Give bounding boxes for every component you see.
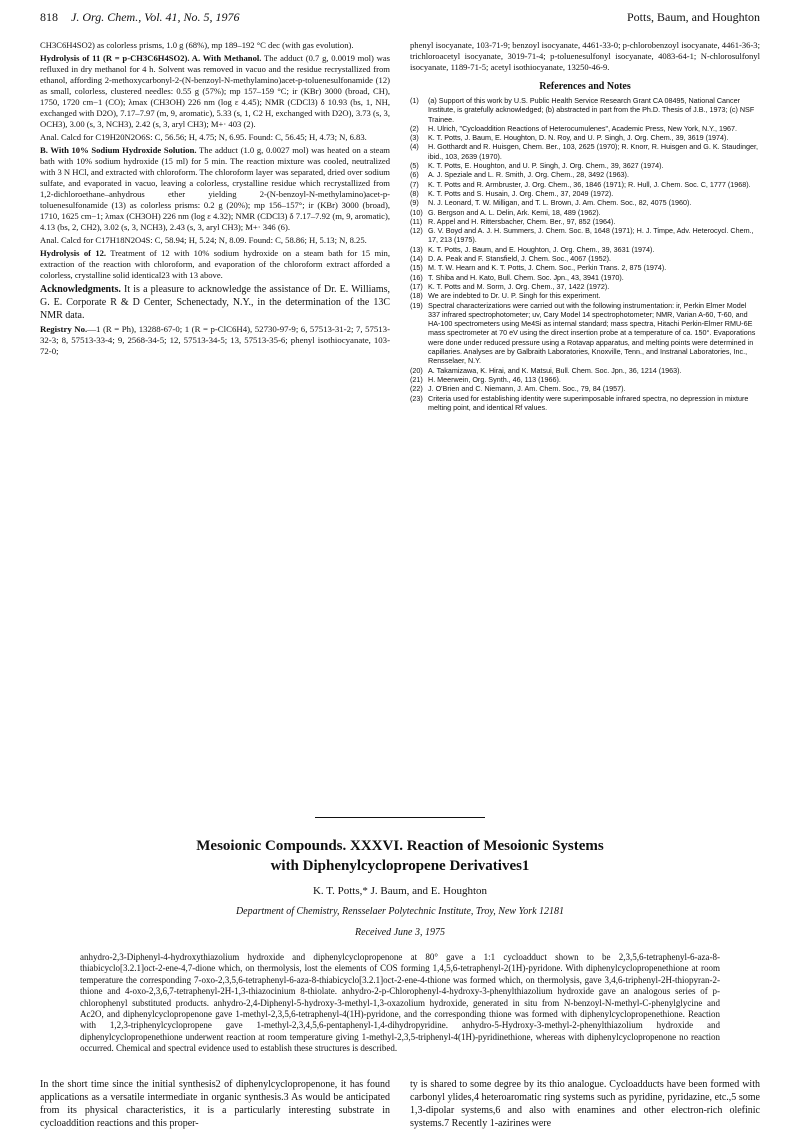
reference-number: (14) — [410, 254, 423, 264]
reference-text: D. A. Peak and F. Stansfield, J. Chem. Soc., 4067 (1952). — [428, 254, 611, 264]
reference-item — [410, 198, 760, 207]
reference-number: (22) — [410, 384, 423, 394]
reference-number: (6) — [410, 170, 419, 180]
reference-text: A. Takamizawa, K. Hirai, and K. Matsui, Bull. Chem. Soc. Jpn., 36, 1214 (1963). — [428, 365, 682, 375]
reference-text: K. T. Potts, J. Baum, and E. Houghton, J. Org. Chem., 39, 3631 (1974). — [428, 244, 655, 254]
reference-number: (2) — [410, 123, 419, 133]
reference-number: (20) — [410, 365, 423, 375]
reference-item — [410, 375, 760, 384]
reference-item — [410, 208, 760, 217]
reference-text: K. T. Potts and S. Husain, J. Org. Chem., 37, 2049 (1972). — [428, 188, 614, 198]
reference-text: T. Shiba and H. Kato, Bull. Chem. Soc. Jpn., 43, 3941 (1970). — [428, 272, 624, 282]
reference-item — [410, 96, 760, 124]
paragraph-text: Treatment of 12 with 10% sodium hydroxide on a steam bath for 15 min, extraction of the reaction with chloroform, and evaporation of the chloroform extract afforded a colorless, crystalline solid identical23 with 13 above. — [40, 248, 390, 280]
reference-text: K. T. Potts, E. Houghton, and U. P. Singh, J. Org. Chem., 39, 3627 (1974). — [428, 161, 664, 171]
page-header — [40, 10, 760, 28]
reference-item — [410, 273, 760, 282]
registry-text: —1 (R = Ph), 13288-67-0; 1 (R = p-ClC6H4), 52730-97-9; 6, 57513-31-2; 7, 57513-32-3; 8, 57513-33-4; 9, 2568-34-5; 12, 57513-34-5; 13, 57513-35-6; phenyl isothiocyanate, 103-72-0; — [40, 324, 390, 356]
article-abstract: anhydro-2,3-Diphenyl-4-hydroxythiazolium hydroxide and diphenylcyclopropenone at 80° gave a 1:1 cycloadduct shown to be 2,3,5,6-tetraphenyl-6-aza-8-thiabicyclo[3.2.1]oct-2-ene-4,7-dione which, on thermolysis, lost the elements of COS forming 1,4,5,6-tetraphenyl-2(1H)-pyridone. With diphenylcyclopropenethione at room temperature the corresponding 7-oxo-2,3,5,6-tetraphenyl-6-aza-8-thiabicyclo[3.2.1]oct-2-ene-4-thione was formed which, on thermolysis, gave 3,4,6-triphenyl-2H-thiopyran-2-thione and 4-oxo-2,3,6,7-tetraphenyl-2H-1,3-thiazocinium 8-thiolate. anhydro-2-p-Chlorophenyl-4-hydroxy-3-phenylthiazolium hydroxide gave an analogous series of p-chlorophenyl substituted products. anhydro-2,4-Diphenyl-5-hydroxy-3-methyl-1,3-oxazolium hydroxide, generated in situ from N-benzoyl-N-methyl-C-phenylglycine and Ac2O, and diphenylcyclopropenone gave 1-methyl-2,3,5,6-tetraphenyl-4(1H)-pyridone, and the corresponding thione was formed with diphenylcyclopropenethione. Reaction with 1,2,3-triphenylcyclopropene gave 1-methyl-2,3,4,5,6-pentaphenyl-1,4-dihydropyridine. anhydro-5-Hydroxy-3-methyl-2-phenylthiazolium hydroxide and diphenylcyclopropenethione underwent reaction at room temperature giving 1-methyl-2,3,5-triphenyl-4(1H)-pyridinethione, whereas with diphenylcyclopropenone no reaction occurred. Chemical and spectral evidence used to establish these structures is described. — [80, 952, 720, 1054]
reference-number: (21) — [410, 374, 423, 384]
article-authors: K. T. Potts,* J. Baum, and E. Houghton — [312, 885, 488, 897]
reference-number: (18) — [410, 291, 423, 301]
right-column — [410, 40, 760, 412]
left-column — [40, 40, 390, 357]
reference-number: (19) — [410, 300, 423, 310]
reference-number: (23) — [410, 393, 423, 403]
reference-item — [410, 254, 760, 263]
reference-text: K. T. Potts, J. Baum, E. Houghton, D. N. Roy, and U. P. Singh, J. Org. Chem., 39, 3619 (1974). — [428, 133, 729, 143]
reference-number: (1) — [410, 96, 419, 105]
reference-number: (8) — [410, 188, 419, 198]
reference-number: (17) — [410, 281, 423, 291]
registry-heading: Registry No. — [40, 324, 88, 334]
experimental-paragraph — [40, 145, 390, 233]
references-list — [410, 96, 760, 412]
reference-item — [410, 384, 760, 393]
reference-text: (a) Support of this work by U.S. Public Health Service Research Grant CA 08495, National Cancer Institute, is gratefully acknowledged; (b) abstracted in part from the Ph.D. Thesis of J.B., 1973; (c) NSF Trainee. — [428, 96, 755, 124]
title-line: Mesoionic Compounds. XXXVI. Reaction of Mesoionic Systems — [196, 838, 604, 854]
registry-numbers — [40, 324, 390, 357]
section-heading: Hydrolysis of 11 (R = p-CH3C6H4SO2). A. With Methanol. — [40, 53, 262, 63]
reference-number: (12) — [410, 226, 423, 236]
reference-text: K. T. Potts and R. Armbruster, J. Org. Chem., 36, 1846 (1971); R. Hull, J. Chem. Soc. C, 1777 (1968). — [428, 179, 751, 189]
reference-item — [410, 133, 760, 142]
experimental-paragraph: CH3C6H4SO2) as colorless prisms, 1.0 g (68%), mp 189–192 °C dec (with gas evolution). — [40, 40, 354, 50]
reference-item — [410, 189, 760, 198]
reference-number: (10) — [410, 207, 423, 217]
reference-text: Criteria used for establishing identity were superimposable infrared spectra, no depression in mixture melting point, and identical Rf values. — [428, 393, 749, 412]
paragraph-text: The adduct (0.7 g, 0.0019 mol) was refluxed in dry methanol for 4 h. Solvent was removed in vacuo and the residue recrystallized from ethanol, affording 2-methoxycarbonyl-2-(N-benzoyl-N-methylamino)acet-p-toluenesulfonamide (12) as small, colorless, clustered needles: 0.55 g (57%); mp 157–159 °C; ir (KBr) 3000 (broad, CH), 1750, 1720 cm−1 (CO); λmax (CH3OH) 226 nm (log ε 4.45); NMR (CDCl3) δ 10.93 (bs, 1, NH, exchanged with D2O), 7.17–7.97 (m, 9, aromatic), 5.33 (s, 1, C2 H, exchanged with D2O), 3.73 (s, 3, OCH3), 3.00 (s, 3, NCH3), 2.42 (s, 3, aryl CH3); M+· 403 (2). — [40, 53, 390, 129]
received-date: Received June 3, 1975 — [355, 927, 445, 938]
acknowledgments-text: It is a pleasure to acknowledge the assistance of Dr. E. Williams, G. E. Corporate R & D Center, Schenectady, N.Y., in the determination of the 13C NMR data. — [40, 284, 390, 321]
reference-item — [410, 366, 760, 375]
reference-number: (7) — [410, 179, 419, 189]
section-heading: B. With 10% Sodium Hydroxide Solution. — [40, 145, 197, 155]
reference-number: (3) — [410, 133, 419, 143]
registry-continued: phenyl isocyanate, 103-71-9; benzoyl isocyanate, 4461-33-0; p-chlorobenzoyl isocyanate, 4461-36-3; trichloroacetyl isocyanate, 3019-71-4; p-toluenesulfonyl isocyanate, 4083-64-1; N-chlorosulfonyl isocyanate, 1189-71-5; acetyl isothiocyanate, 13250-46-9. — [410, 40, 760, 72]
analysis-paragraph: Anal. Calcd for C17H18N2O4S: C, 58.94; H, 5.24; N, 8.09. Found: C, 58.86; H, 5.13; N, 8.25. — [40, 235, 367, 245]
reference-item — [410, 170, 760, 179]
intro-paragraph-left: In the short time since the initial synthesis2 of diphenylcyclopropenone, it has found applications as a versatile intermediate in organic synthesis.3 As would be anticipated from its physical characteristics, it is a particularly interesting substrate in cycloaddition reactions and this proper- — [40, 1079, 390, 1129]
section-divider — [315, 817, 485, 818]
reference-number: (11) — [410, 216, 423, 226]
journal-page — [40, 0, 760, 1133]
reference-text: H. Meerwein, Org. Synth., 46, 113 (1966). — [428, 374, 561, 384]
title-line: with Diphenylcyclopropene Derivatives1 — [270, 858, 530, 874]
reference-number: (4) — [410, 142, 419, 152]
reference-text: Spectral characterizations were carried out with the following instrumentation: ir, Perkin Elmer Model 337 infrared spectrophotometer; uv, Cary Model 14 spectrophotometer; NMR, Varian A-60, T-60, and HA-100 spectrometers using Me4Si as internal standard; mass spectra, Hitachi Perkin-Elmer RMU-6E mass spectrometer at 70 eV using the direct insertion probe at a temperature of ca. 150°. Evaporations were done under reduced pressure using a Rotavap apparatus, and melting points were determined in capillaries. Analyses are by Galbraith Laboratories, Knoxville, Tenn., and Instranal Laboratories, Inc., Rensselaer, N.Y. — [428, 300, 756, 366]
reference-number: (9) — [410, 198, 419, 208]
analysis-paragraph: Anal. Calcd for C19H20N2O6S: C, 56.56; H, 4.75; N, 6.95. Found: C, 56.45; H, 4.73; N, 6.83. — [40, 132, 367, 142]
experimental-paragraph — [40, 53, 390, 130]
reference-item — [410, 226, 760, 245]
reference-text: We are indebted to Dr. U. P. Singh for this experiment. — [428, 291, 601, 301]
reference-text: N. J. Leonard, T. W. Milligan, and T. L. Brown, J. Am. Chem. Soc., 82, 4075 (1960). — [428, 198, 692, 208]
article-affiliation: Department of Chemistry, Rensselaer Polytechnic Institute, Troy, New York 12181 — [235, 906, 565, 917]
reference-item — [410, 291, 760, 300]
reference-text: A. J. Speziale and L. R. Smith, J. Org. Chem., 28, 3492 (1963). — [428, 170, 629, 180]
reference-text: G. V. Boyd and A. J. H. Summers, J. Chem. Soc. B, 1648 (1971); H. J. Timpe, Adv. Heterocycl. Chem., 17, 213 (1975). — [428, 226, 754, 245]
reference-item — [410, 217, 760, 226]
reference-item — [410, 263, 760, 272]
reference-text: J. O'Brien and C. Niemann, J. Am. Chem. Soc., 79, 84 (1957). — [428, 384, 626, 394]
reference-item — [410, 124, 760, 133]
intro-paragraph-right: ty is shared to some degree by its thio analogue. Cycloadducts have been formed with carbonyl ylides,4 heteroaromatic ring systems such as pyridine, pyridazine, etc.,5 some 1,3-dipolar systems,6 and also with enamines and other electron-rich olefinic systems.7 Recently 1-azirines were — [410, 1079, 760, 1129]
reference-item — [410, 161, 760, 170]
page-number: 818 — [40, 10, 58, 24]
reference-text: R. Appel and H. Rittersbacher, Chem. Ber., 97, 852 (1964). — [428, 216, 616, 226]
running-authors: Potts, Baum, and Houghton — [626, 10, 760, 24]
reference-item — [410, 142, 760, 161]
reference-number: (13) — [410, 244, 423, 254]
acknowledgments — [40, 283, 390, 322]
reference-text: G. Bergson and A. L. Delin, Ark. Kemi, 18, 489 (1962). — [428, 207, 601, 217]
paragraph-text: The adduct (1.0 g, 0.0027 mol) was heated on a steam bath with 10% sodium hydroxide (15 ml) for 5 min. The reaction mixture was cooled, neutralized with 3 N HCl, and extracted with chloroform. The chloroform layer was separated, dried over sodium sulfate, and evaporated in vacuo, leaving a colorless, crystalline residue which recrystallized from 1,2-dichloroethane–anhydrous ether yielding 2-(N-benzoyl-N-methylamino)acet-p-toluenesulfonamide (13) as colorless prisms: 0.2 g (20%); mp 156–157°; ir (KBr) 3000 (broad), 1710, 1625 cm−1; λmax (CH3OH) 226 nm (log ε 4.32); NMR (CDCl3) δ 7.17–7.92 (m, 9, aromatic), 4.13 (bs, 2, CH2), 3.02 (s, 3, NCH3), 2.43 (s, 3, aryl CH3); M+· 346 (6). — [40, 145, 390, 232]
reference-number: (5) — [410, 161, 419, 171]
reference-item — [410, 301, 760, 366]
article-title — [40, 836, 760, 876]
reference-text: M. T. W. Hearn and K. T. Potts, J. Chem. Soc., Perkin Trans. 2, 875 (1974). — [428, 263, 667, 273]
experimental-paragraph — [40, 248, 390, 281]
acknowledgments-heading: Acknowledgments. — [40, 284, 121, 295]
reference-number: (16) — [410, 272, 423, 282]
section-heading: Hydrolysis of 12. — [40, 248, 107, 258]
journal-citation: J. Org. Chem., Vol. 41, No. 5, 1976 — [71, 10, 240, 24]
reference-text: K. T. Potts and M. Sorm, J. Org. Chem., 37, 1422 (1972). — [428, 281, 610, 291]
reference-number: (15) — [410, 263, 423, 273]
reference-text: H. Gotthardt and R. Huisgen, Chem. Ber., 103, 2625 (1970); R. Knorr, R. Huisgen and G. K. Staudinger, ibid., 103, 2639 (1970). — [428, 142, 759, 161]
reference-item — [410, 394, 760, 413]
reference-item — [410, 282, 760, 291]
reference-item — [410, 180, 760, 189]
references-heading: References and Notes — [539, 81, 631, 92]
reference-item — [410, 245, 760, 254]
reference-text: H. Ulrich, "Cycloaddition Reactions of Heterocumulenes", Academic Press, New York, N.Y., 1967. — [428, 123, 737, 133]
